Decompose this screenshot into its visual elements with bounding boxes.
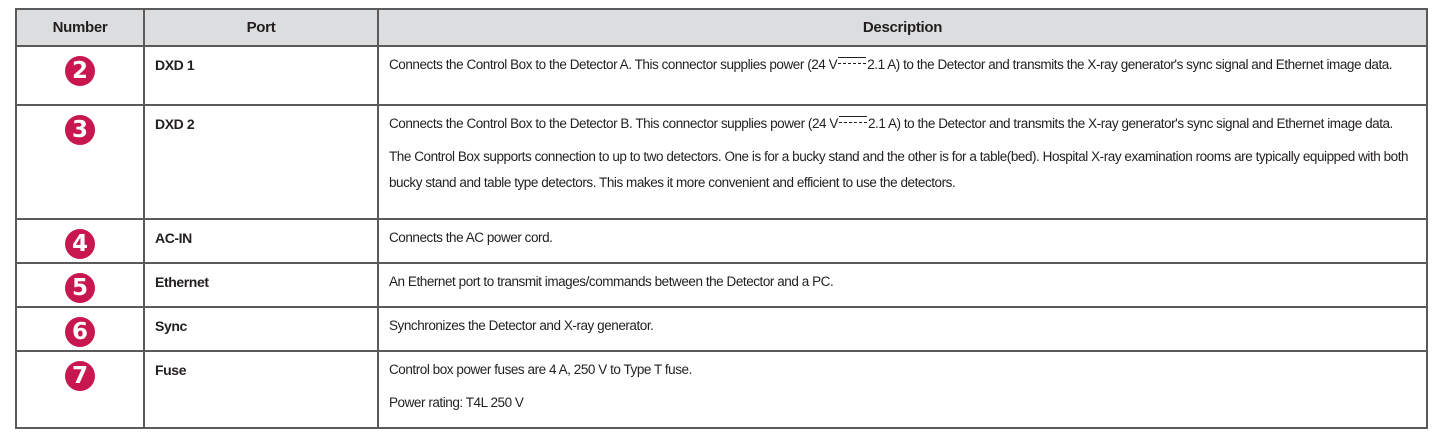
dc-symbol-icon <box>838 57 866 67</box>
number-badge-icon: 5 <box>65 273 95 303</box>
description-cell <box>378 263 1427 307</box>
description-cell <box>378 307 1427 351</box>
description-cell <box>378 105 1427 219</box>
description-cell <box>378 351 1427 428</box>
header-row <box>16 9 1427 46</box>
port-name: Sync <box>144 307 378 351</box>
dc-symbol-icon <box>839 116 867 126</box>
description-text: Connects the Control Box to the Detector B. This connector supplies power (24 V 2.1 A) to the Detector and transmits the X-ray generator's sync signal and Ethernet image data. <box>389 116 1393 131</box>
number-badge-icon: 2 <box>65 56 95 86</box>
table-row <box>16 219 1427 263</box>
description-text: Synchronizes the Detector and X-ray generator. <box>389 318 654 333</box>
table-row <box>16 351 1427 428</box>
number-cell <box>16 105 144 219</box>
port-name: Ethernet <box>144 263 378 307</box>
number-cell <box>16 263 144 307</box>
description-text: Connects the AC power cord. <box>389 230 553 245</box>
number-cell <box>16 307 144 351</box>
port-description-table <box>15 8 1428 429</box>
description-text: Control box power fuses are 4 A, 250 V to Type T fuse. <box>389 362 692 377</box>
header-description: Description <box>378 9 1427 46</box>
table-row <box>16 263 1427 307</box>
description-text: Connects the Control Box to the Detector A. This connector supplies power (24 V 2.1 A) to the Detector and transmits the X-ray generator's sync signal and Ethernet image data. <box>389 57 1393 72</box>
number-cell <box>16 351 144 428</box>
number-cell <box>16 219 144 263</box>
port-name: DXD 1 <box>144 46 378 105</box>
number-badge-icon: 7 <box>65 361 95 391</box>
description-cell <box>378 219 1427 263</box>
description-text: An Ethernet port to transmit images/commands between the Detector and a PC. <box>389 274 834 289</box>
number-badge-icon: 6 <box>65 317 95 347</box>
number-cell <box>16 46 144 105</box>
description-text: Power rating: T4L 250 V <box>389 395 524 410</box>
port-name: Fuse <box>144 351 378 428</box>
table-row <box>16 46 1427 105</box>
table-row <box>16 105 1427 219</box>
number-badge-icon: 3 <box>65 115 95 145</box>
description-cell <box>378 46 1427 105</box>
header-number: Number <box>16 9 144 46</box>
port-name: AC-IN <box>144 219 378 263</box>
description-text: The Control Box supports connection to up to two detectors. One is for a bucky stand and the other is for a table(bed). Hospital X-ray examination rooms are typically equipped with both bucky stand and table type detectors. This makes it more convenient and efficient to use the detectors. <box>389 149 1409 190</box>
number-badge-icon: 4 <box>65 229 95 259</box>
table-row <box>16 307 1427 351</box>
header-port: Port <box>144 9 378 46</box>
port-name: DXD 2 <box>144 105 378 219</box>
